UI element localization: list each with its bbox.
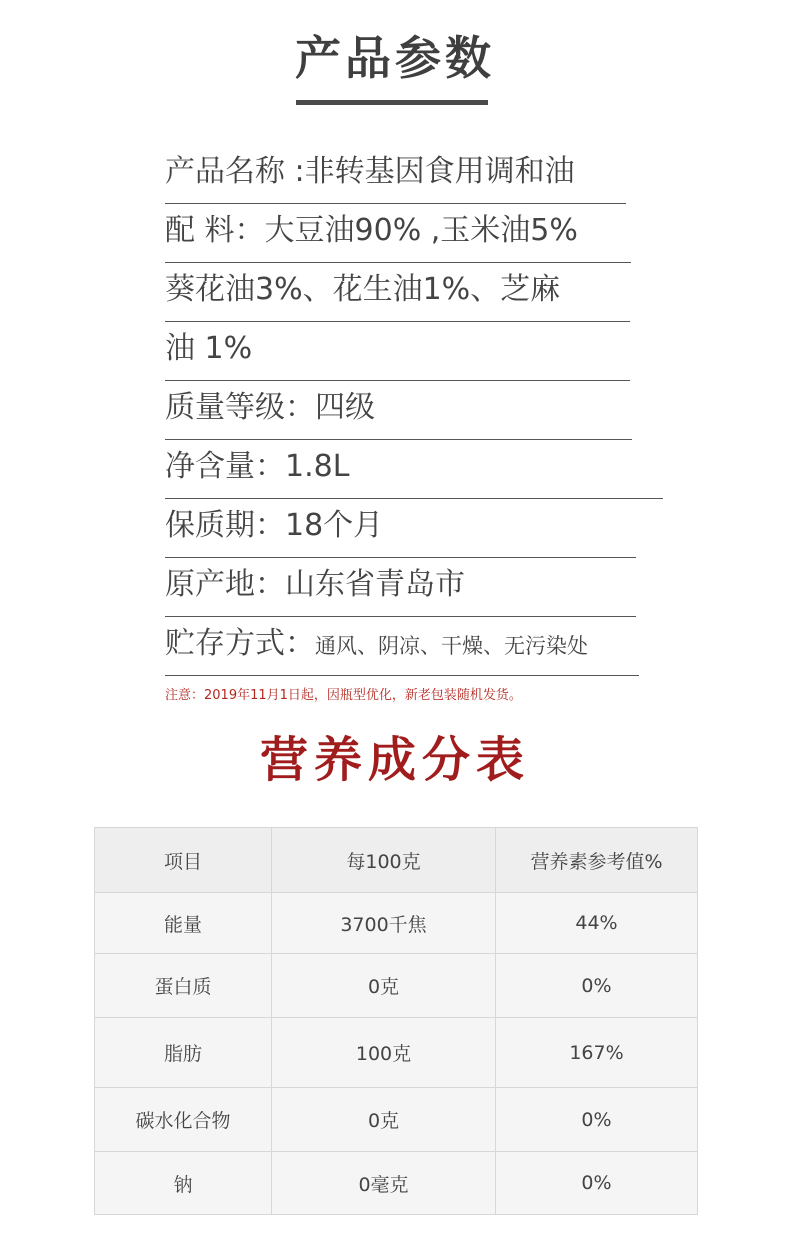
spec-divider xyxy=(165,203,626,204)
table-row xyxy=(95,893,698,954)
header-per-100g: 每100克 xyxy=(272,828,496,893)
nutrient-amount: 0克 xyxy=(272,1088,496,1152)
table-row xyxy=(95,1018,698,1088)
nutrient-name: 蛋白质 xyxy=(95,954,272,1018)
nutrition-table xyxy=(94,827,698,1215)
nutrient-amount: 0克 xyxy=(272,954,496,1018)
header-nrv: 营养素参考值% xyxy=(496,828,698,893)
spec-divider xyxy=(165,380,630,381)
storage-value: 通风、阴凉、干燥、无污染处 xyxy=(315,634,588,658)
nutrient-name: 碳水化合物 xyxy=(95,1088,272,1152)
params-title: 产品参数 xyxy=(295,31,495,85)
nutrition-title: 营养成分表 xyxy=(259,732,530,788)
table-header-row xyxy=(95,828,698,893)
spec-origin: 原产地：山东省青岛市 xyxy=(165,567,465,602)
nutrient-amount: 0毫克 xyxy=(272,1152,496,1215)
spec-divider xyxy=(165,262,631,263)
spec-net-content: 净含量：1.8L xyxy=(165,449,350,484)
spec-storage xyxy=(165,624,588,666)
table-row xyxy=(95,1152,698,1215)
nutrient-amount: 3700千焦 xyxy=(272,893,496,954)
spec-ingredients-cont-2: 油 1% xyxy=(165,331,253,366)
table-row xyxy=(95,954,698,1018)
spec-divider xyxy=(165,321,630,322)
packaging-note: 注意：2019年11月1日起，因瓶型优化，新老包装随机发货。 xyxy=(165,688,522,703)
spec-quality-grade: 质量等级：四级 xyxy=(165,390,375,425)
spec-shelf-life: 保质期：18个月 xyxy=(165,508,384,543)
header-item: 项目 xyxy=(95,828,272,893)
table-row xyxy=(95,1088,698,1152)
nutrient-nrv: 0% xyxy=(496,954,698,1018)
spec-product-name: 产品名称 :非转基因食用调和油 xyxy=(165,154,575,189)
nutrient-name: 脂肪 xyxy=(95,1018,272,1088)
spec-divider xyxy=(165,557,636,558)
nutrient-nrv: 0% xyxy=(496,1152,698,1215)
nutrient-nrv: 44% xyxy=(496,893,698,954)
spec-ingredients-cont: 葵花油3%、花生油1%、芝麻 xyxy=(165,272,561,307)
title-underline xyxy=(296,100,488,105)
nutrient-nrv: 0% xyxy=(496,1088,698,1152)
spec-ingredients: 配 料：大豆油90% ,玉米油5% xyxy=(165,213,578,248)
nutrient-name: 钠 xyxy=(95,1152,272,1215)
spec-divider xyxy=(165,616,636,617)
spec-divider xyxy=(165,498,663,499)
storage-label: 贮存方式： xyxy=(165,626,315,661)
nutrient-name: 能量 xyxy=(95,893,272,954)
spec-divider xyxy=(165,675,639,676)
nutrient-amount: 100克 xyxy=(272,1018,496,1088)
nutrient-nrv: 167% xyxy=(496,1018,698,1088)
spec-divider xyxy=(165,439,632,440)
